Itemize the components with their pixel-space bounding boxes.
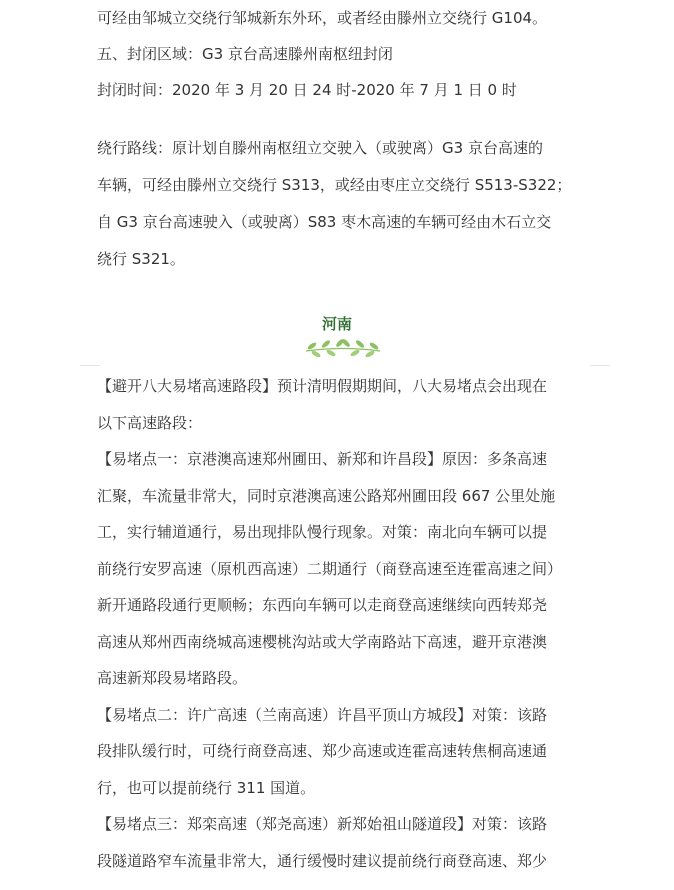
divider-left [80, 365, 100, 366]
text-line: 五、封闭区域：G3 京台高速滕州南枢纽封闭 [97, 45, 393, 63]
leaf-branch-icon [298, 337, 388, 359]
divider-right [590, 365, 610, 366]
text-line: 工，实行辅道通行，易出现排队慢行现象。对策：南北向车辆可以提 [97, 523, 548, 541]
text-line: 封闭时间：2020 年 3 月 20 日 24 时-2020 年 7 月 1 日 0 时 [97, 81, 517, 99]
text-line: 前绕行安罗高速（原机西高速）二期通行（商登高速至连霍高速之间） [97, 559, 563, 578]
text-line: 段隧道路窄车流量非常大，通行缓慢时建议提前绕行商登高速、郑少 [97, 851, 548, 870]
text-line: 【避开八大易堵高速路段】预计清明假期期间，八大易堵点会出现在 [97, 377, 548, 395]
text-line: 【易堵点一：京港澳高速郑州圃田、新郑和许昌段】原因：多条高速 [97, 450, 548, 468]
henan-congestion-paragraph [97, 368, 597, 879]
text-line: 行，也可以提前绕行 311 国道。 [97, 778, 316, 797]
text-line: 车辆，可经由滕州立交绕行 S313，或经由枣庄立交绕行 S513-S322； [97, 176, 572, 194]
text-line: 【易堵点二：许广高速（兰南高速）许昌平顶山方城段】对策：该路 [97, 705, 548, 724]
text-line: 新开通路段通行更顺畅；东西向车辆可以走商登高速继续向西转郑尧 [97, 596, 548, 614]
shandong-detour-paragraph [97, 0, 597, 108]
text-line: 段排队缓行时，可绕行商登高速、郑少高速或连霍高速转焦桐高速通 [97, 742, 548, 760]
text-line: 【易堵点三：郑栾高速（郑尧高速）新郑始祖山隧道段】对策：该路 [97, 815, 548, 833]
text-line: 以下高速路段： [97, 413, 203, 432]
text-line: 高速从郑州西南绕城高速樱桃沟站或大学南路站下高速，避开京港澳 [97, 632, 548, 651]
section-title-henan: 河南 [321, 315, 352, 333]
text-line: 可经由邹城立交绕行邹城新东外环，或者经由滕州立交绕行 G104。 [97, 9, 548, 27]
text-line: 绕行路线：原计划自滕州南枢纽立交驶入（或驶离）G3 京台高速的 [97, 139, 543, 157]
text-line: 自 G3 京台高速驶入（或驶离）S83 枣木高速的车辆可经由木石立交 [97, 213, 552, 231]
text-line: 绕行 S321。 [97, 250, 185, 268]
detour-route-paragraph [97, 130, 597, 278]
text-line: 汇聚，车流量非常大，同时京港澳高速公路郑州圃田段 667 公里处施 [97, 486, 556, 505]
text-line: 高速新郑段易堵路段。 [97, 669, 248, 687]
